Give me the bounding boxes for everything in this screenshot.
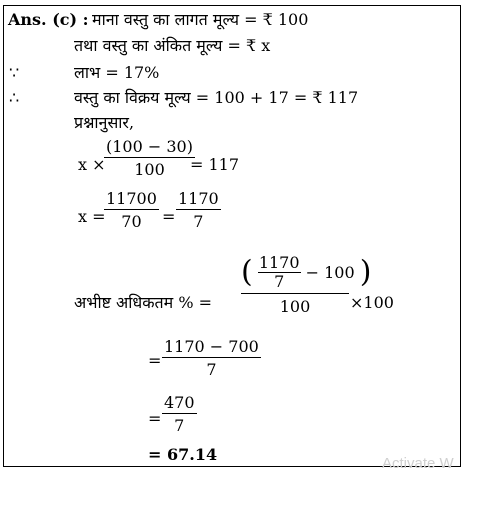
eq2-fraction-2 [176, 190, 221, 231]
eq5-fraction [162, 394, 197, 435]
eq3-inner-minus: − 100 [305, 263, 355, 282]
eq3-big-denominator: 100 [279, 297, 311, 316]
eq1-fraction [104, 138, 195, 179]
eq1-lhs: x × [78, 155, 106, 174]
marked-price-line: तथा वस्तु का अंकित मूल्य = ₹ x [74, 36, 271, 55]
eq3-inner-fraction [258, 254, 301, 291]
eq4-numerator: 1170 − 700 [164, 337, 259, 356]
eq3-lhs: अभीष्ट अधिकतम % = [74, 293, 213, 312]
eq3-big-numerator [241, 253, 372, 294]
eq3-rhs: ×100 [350, 293, 394, 312]
eq3-big-fraction [241, 253, 372, 316]
eq1-denominator: 100 [134, 160, 165, 179]
eq4-equals: = [148, 351, 162, 370]
solution-box [3, 5, 461, 467]
eq3-inner-denominator: 7 [274, 272, 285, 291]
eq2-denominator-2: 7 [193, 212, 204, 231]
eq4-denominator: 7 [206, 360, 217, 379]
final-answer: = 67.14 [148, 445, 218, 464]
eq3-inner-numerator: 1170 [258, 253, 300, 272]
cost-price-line: माना वस्तु का लागत मूल्य = ₹ 100 [92, 10, 309, 29]
eq2-numerator-1: 11700 [106, 189, 157, 208]
eq2-equals: = [162, 207, 176, 226]
eq2-denominator-1: 70 [121, 212, 142, 231]
eq2-fraction-1 [104, 190, 159, 231]
eq3-right-paren: ) [359, 254, 372, 290]
eq1-rhs: = 117 [190, 155, 240, 174]
eq1-numerator: (100 − 30) [106, 137, 193, 156]
eq4-fraction [162, 338, 261, 379]
profit-line: लाभ = 17% [74, 63, 160, 82]
selling-price-line: वस्तु का विक्रय मूल्य = 100 + 17 = ₹ 117 [74, 88, 359, 107]
because-symbol: ∵ [9, 63, 20, 82]
eq5-equals: = [148, 409, 162, 428]
eq2-lhs: x = [78, 207, 106, 226]
according-to-question: प्रश्नानुसार, [74, 113, 135, 132]
eq2-numerator-2: 1170 [178, 189, 219, 208]
answer-label: Ans. (c) : [8, 10, 89, 29]
eq5-denominator: 7 [174, 416, 185, 435]
therefore-symbol: ∴ [9, 88, 20, 107]
eq3-left-paren: ( [241, 254, 253, 290]
eq5-numerator: 470 [164, 393, 195, 412]
activate-windows-watermark: Activate W [382, 455, 454, 472]
